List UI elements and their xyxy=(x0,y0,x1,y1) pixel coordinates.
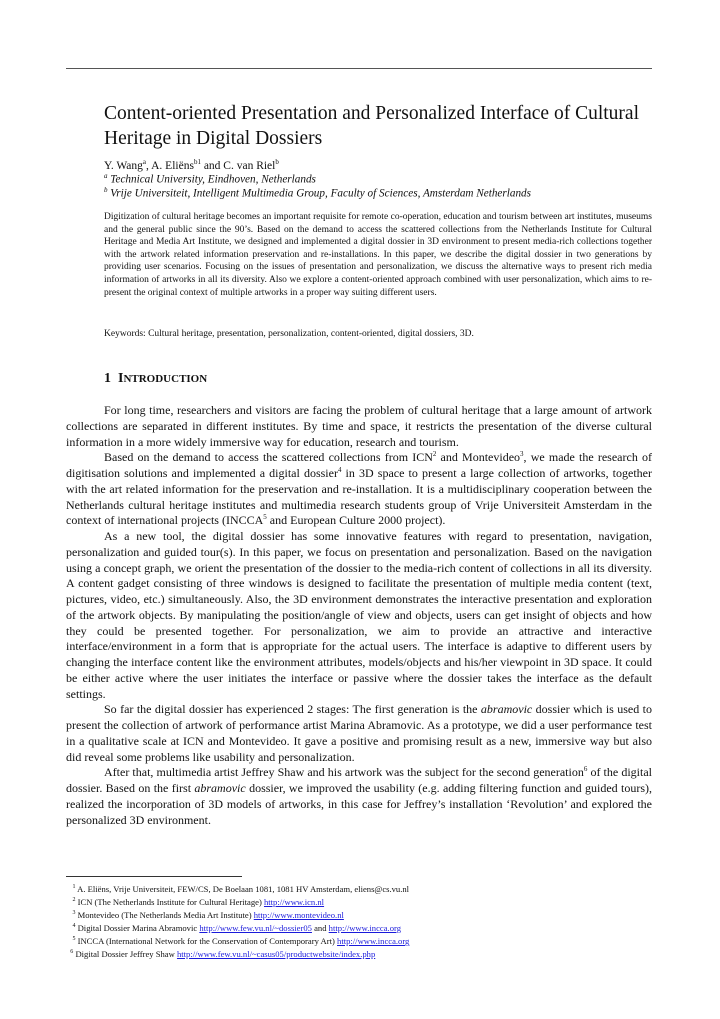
text-run: and Montevideo xyxy=(436,450,521,465)
italic-term: abramovic xyxy=(194,781,246,795)
italic-term: abramovic xyxy=(480,702,533,717)
footnote-link[interactable]: http://www.montevideo.nl xyxy=(253,909,344,920)
section-title-rest: NTRODUCTION xyxy=(123,373,208,385)
footnote-link[interactable]: http://www.few.vu.nl/~casus05/productwebsite/index.php xyxy=(176,949,376,960)
footnote-text: and xyxy=(311,923,329,934)
footnotes xyxy=(66,882,652,960)
footnote-link[interactable]: http://www.incca.org xyxy=(328,923,401,934)
text-run: in 3D space to present a large collection of artworks, together with the art related information for the preservation and re-installation. It is a multidisciplinary cooperation between the Netherlands cultural heritage institutes and multimedia research students group of Vrije Universiteit Amsterdam in the context of international projects (INCCA xyxy=(66,466,652,528)
footnote-text: A. Eliëns, Vrije Universiteit, FEW/CS, De Boelaan 1081, 1081 HV Amsterdam, eliens@cs.vu.nl xyxy=(75,883,410,894)
text-run: and European Culture 2000 project). xyxy=(266,513,446,528)
footnote-number: 1 xyxy=(72,884,76,890)
section-number: 1 xyxy=(104,371,111,386)
footnote-ref: 5 xyxy=(263,513,267,522)
affiliation-text: Vrije Universiteit, Intelligent Multimedia Group, Faculty of Sciences, Amsterdam Netherlands xyxy=(107,187,531,200)
text-run: of the digital dossier. Based on the first xyxy=(66,765,652,795)
footnote-number: 6 xyxy=(70,949,74,956)
paper-title: Content-oriented Presentation and Personalized Interface of Cultural Heritage in Digital Dossiers xyxy=(104,103,639,149)
affiliation-text: Technical University, Eindhoven, Netherlands xyxy=(107,173,316,186)
footnote-link[interactable]: http://www.few.vu.nl/~dossier05 xyxy=(199,923,312,934)
paragraph-3: As a new tool, the digital dossier has some innovative features with regard to presentation, navigation, personalization and guided tour(s). In this paper, we focus on presentation and personalization. Based on the navigation using a concept graph, we orient the presentation of the dossier to the media-rich content of collections in all its diversity. A content gadget consisting of three windows is designed to facilitate the presentation of multiple media content (text, pictures, video, etc.) simultaneously. Also, the 3D environment demonstrates the interactive presentation and exploration of the artwork objects. By manipulating the position/angle of view and objects, users can get insight of objects and how they could be presented together. For personalization, we aim to provide an attractive and interactive interface/environment in a form that is appropriate for the actual users. The interface is adaptive to different users by changing the interface content like the environment attributes, models/objects and his/her viewpoint in 3D space. It could be either active where the user initiates the interface or passive where the dossier takes the interface as the default settings. xyxy=(66,529,652,701)
header-rule xyxy=(66,68,652,69)
paragraph-4 xyxy=(66,702,652,765)
footnote-2 xyxy=(66,895,652,908)
abstract: Digitization of cultural heritage becomes an important requisite for remote co-operation, education and tourism between art institutes, museums and the general public since the 90’s. Based on the demand to access the scattered collections from the Netherlands Institute for Cultural Heritage and Media Art Institute, we designed and implemented a digital dossier in 3D environment to present media-rich collections together with the artwork related information preservation and re-installations. In this paper, we describe the digital dossier in two generations by providing user scenarios. Focusing on the issues of presentation and personalization, we discuss the alternative ways to present rich media information of artworks in all its diversity. Also we explore a content-oriented approach combined with user personalization, which aims to re-present the original context of multiple artworks in a proper way suiting different users. xyxy=(104,212,652,298)
footnote-number: 2 xyxy=(72,897,76,904)
text-run: dossier, we improved the usability (e.g. adding filtering function and guided tours), realized the incorporation of 3D models of artworks, in this case for Jeffrey’s installation ‘Revolution’ and explored the personalized 3D environment. xyxy=(66,781,652,827)
text-run: , we made the research of digitisation solutions and implemented a digital dossier xyxy=(66,450,652,480)
author-name: and C. van Riel xyxy=(200,159,276,172)
footnote-ref: 4 xyxy=(337,466,342,474)
paragraph-5 xyxy=(66,765,652,828)
footnote-text: Digital Dossier Marina Abramovic xyxy=(75,923,200,934)
footnote-text: Montevideo (The Netherlands Media Art Institute) xyxy=(75,909,254,920)
footnote-1 xyxy=(66,882,652,895)
affiliation-b xyxy=(104,183,531,201)
affiliation-mark: a xyxy=(104,172,108,180)
footnote-ref: 3 xyxy=(520,450,524,459)
footnote-ref: 2 xyxy=(432,450,437,459)
author-mark: b xyxy=(275,158,279,166)
affiliation-mark: b xyxy=(104,186,108,194)
author-mark: b1 xyxy=(193,158,201,166)
section-initial: I xyxy=(118,371,124,386)
footnote-5 xyxy=(66,934,652,947)
footnote-text: Digital Dossier Jeffrey Shaw xyxy=(73,949,177,960)
footnote-link[interactable]: http://www.incca.org xyxy=(337,936,410,947)
footnote-text: INCCA (International Network for the Conservation of Contemporary Art) xyxy=(75,936,338,947)
footnote-4 xyxy=(66,921,652,934)
paragraph-1: For long time, researchers and visitors are facing the problem of cultural heritage that a large amount of artwork collections are separated in different institutes. By time and space, it restricts the presentation of the diverse cultural information in a more widely immersive way for education, research and tourism. xyxy=(66,403,652,449)
paragraph-2 xyxy=(66,450,652,529)
footnote-number: 5 xyxy=(72,936,76,943)
footnote-link[interactable]: http://www.icn.nl xyxy=(263,896,325,907)
footnote-rule xyxy=(66,876,242,877)
footnote-6 xyxy=(66,947,652,960)
text-run: dossier which is used to present the collection of artwork of performance artist Marina Abramovic. As a prototype, we did a user performance test in a qualitative scale at ICN and Montevideo. It gave a positive and promising result as a new, immersive way but also did reveal some problems like usability and personalization. xyxy=(66,702,652,764)
footnote-3 xyxy=(66,908,652,921)
author-name: Y. Wang xyxy=(104,159,143,172)
author-name: , A. Eliëns xyxy=(146,159,194,172)
keywords: Keywords: Cultural heritage, presentation, personalization, content-oriented, digital dossiers, 3D. xyxy=(104,329,474,339)
section-heading xyxy=(104,371,207,387)
text-run: Based on the demand to access the scattered collections from ICN xyxy=(104,450,433,465)
footnote-text: ICN (The Netherlands Institute for Cultural Heritage) xyxy=(75,896,264,907)
body-text xyxy=(66,403,652,828)
footnote-number: 3 xyxy=(72,910,76,917)
text-run: After that, multimedia artist Jeffrey Shaw and his artwork was the subject for the second generation xyxy=(104,765,584,780)
text-run: So far the digital dossier has experienced 2 stages: The first generation is the xyxy=(104,702,481,717)
author-mark: a xyxy=(142,158,147,166)
footnote-ref: 6 xyxy=(583,765,588,774)
footnote-number: 4 xyxy=(72,923,76,930)
